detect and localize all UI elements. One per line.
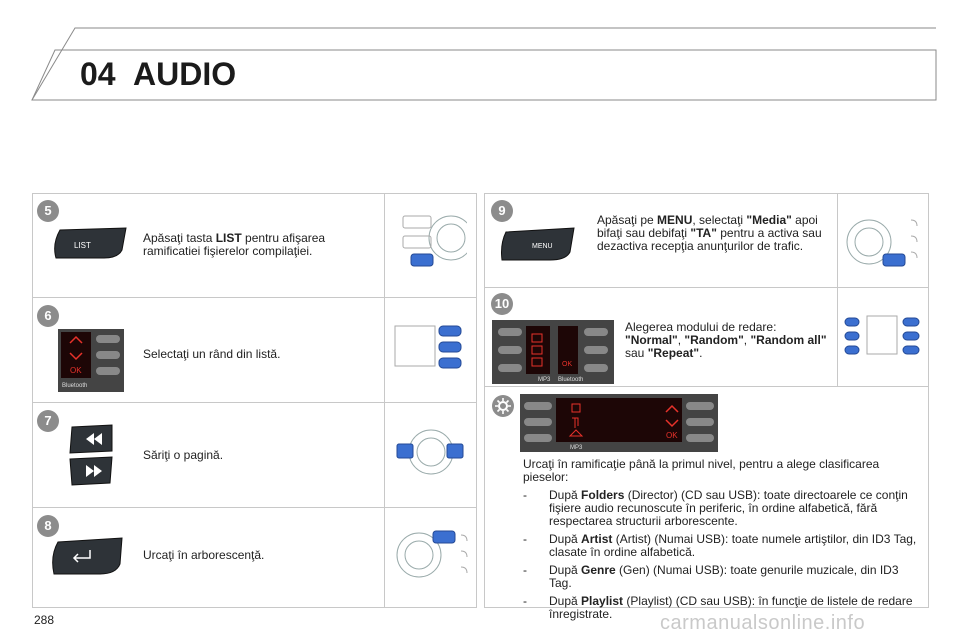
play-mode-ok-label: OK xyxy=(562,361,573,368)
watermark: carmanualsonline.info xyxy=(660,612,866,634)
list-controls-illustration xyxy=(395,210,467,272)
tip-intro: Urcaţi în ramificaţie până la primul nivel, pentru a alege clasificarea pieselor: xyxy=(523,457,880,484)
chapter-header-frame xyxy=(0,0,960,110)
step-7-text: Săriţi o pagină. xyxy=(143,448,224,462)
folder-tree-display-image xyxy=(520,394,718,452)
chapter-number: 04 xyxy=(80,56,116,92)
step-6-text: Selectaţi un rând din listă. xyxy=(143,347,281,361)
chapter-title: AUDIO xyxy=(133,56,237,92)
play-mode-bluetooth-label: Bluetooth xyxy=(558,377,584,383)
select-controls-illustration xyxy=(393,322,465,374)
column-divider xyxy=(837,193,838,387)
tip-text xyxy=(523,458,918,621)
page-skip-controls-illustration xyxy=(393,424,465,478)
step-number-5: 5 xyxy=(37,200,59,222)
step-5-text: Apăsaţi tasta LIST pentru afişarea ramificatiei fişierelor compilaţiei. xyxy=(143,231,326,258)
list-item: - După Playlist (Playlist) (CD sau USB): în funcţie de listele de redare înregistrate. xyxy=(523,594,913,621)
row-divider xyxy=(484,287,928,288)
folder-tree-ok-label: OK xyxy=(666,431,678,440)
step-9-text: Apăsaţi pe MENU, selectaţi "Media" apoi bifaţi sau debifaţi "TA" pentru a activa sau dezactiva recepţia anunţurilor de trafic. xyxy=(597,213,822,253)
list-item: - După Folders (Director) (CD sau USB): toate directoarele ce conţin fişiere audio recunoscute în periferic, în ordine alfabetică, fără respectarea structurii arborescente. xyxy=(523,488,908,528)
row-divider xyxy=(32,402,476,403)
step-number-10: 10 xyxy=(491,293,513,315)
list-item: - După Artist (Artist) (Numai USB): toate numele artiştilor, din ID3 Tag, clasate în ordine alfabetică. xyxy=(523,532,917,559)
row-divider xyxy=(32,297,476,298)
list-button-label: LIST xyxy=(74,241,91,250)
menu-button-label: MENU xyxy=(532,243,553,250)
page-number: 288 xyxy=(34,613,55,627)
back-controls-illustration xyxy=(393,525,473,583)
play-mode-controls-illustration xyxy=(841,312,923,360)
step-number-7: 7 xyxy=(37,410,59,432)
step-8-text: Urcaţi în arborescenţă. xyxy=(143,548,265,562)
select-ok-label: OK xyxy=(70,366,82,375)
play-mode-display-image xyxy=(492,320,614,384)
tip-gear-icon xyxy=(491,394,515,418)
select-bluetooth-label: Bluetooth xyxy=(62,383,88,389)
row-divider xyxy=(32,507,476,508)
menu-button-image xyxy=(500,226,576,262)
list-item: - După Genre (Gen) (Numai USB): toate genurile muzicale, din ID3 Tag. xyxy=(523,563,899,590)
folder-tree-mp3-label: MP3 xyxy=(570,445,583,451)
page-skip-buttons-image xyxy=(68,423,114,487)
back-button-image xyxy=(50,536,124,576)
column-divider xyxy=(384,193,385,607)
step-10-text: Alegerea modului de redare: "Normal", "Random", "Random all" sau "Repeat". xyxy=(625,320,827,360)
list-button-image xyxy=(52,226,130,260)
row-divider xyxy=(484,386,928,387)
select-display-image xyxy=(58,329,124,392)
step-number-9: 9 xyxy=(491,200,513,222)
menu-controls-illustration xyxy=(843,212,923,272)
step-number-8: 8 xyxy=(37,515,59,537)
step-number-6: 6 xyxy=(37,305,59,327)
play-mode-mp3-label: MP3 xyxy=(538,377,551,383)
